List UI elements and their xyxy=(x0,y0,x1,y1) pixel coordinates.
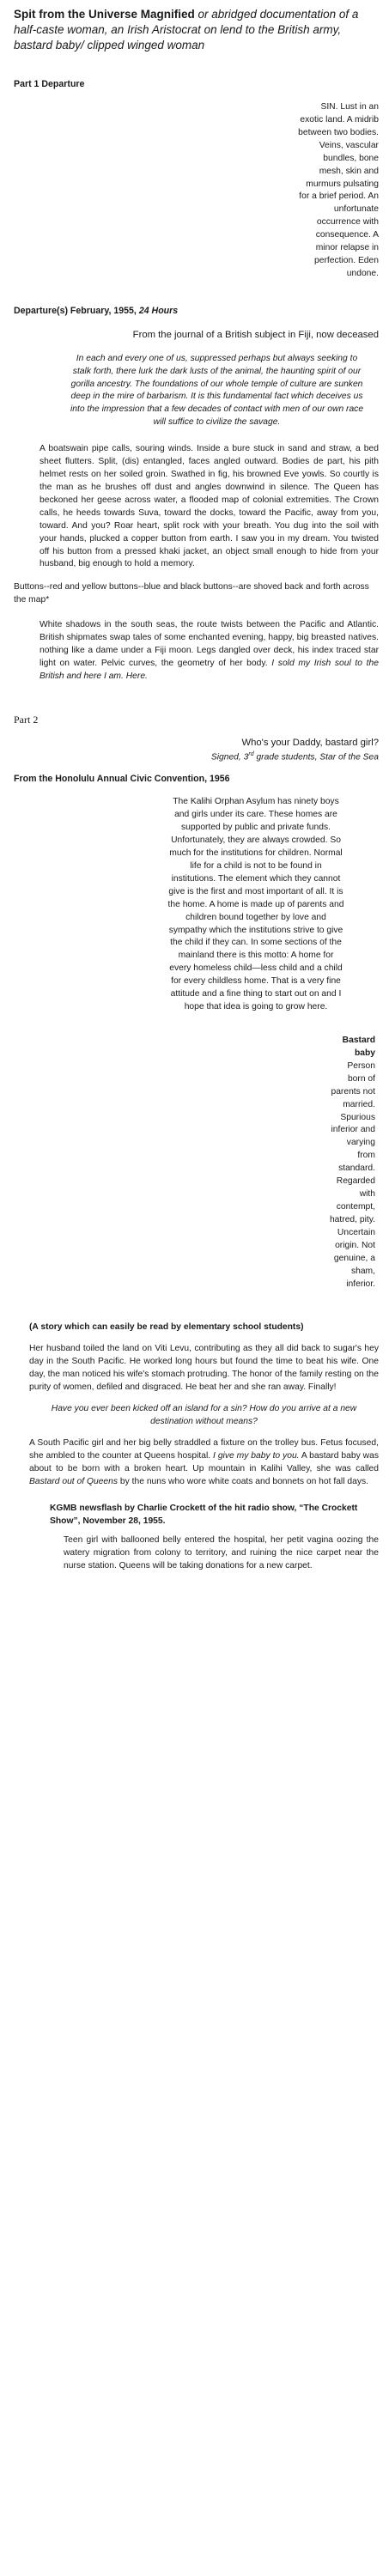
sin-paragraph: SIN. Lust in an exotic land. A midrib between two bodies. Veins, vascular bundles, bone mesh, skin and murmurs pulsating for a brief period. An unfortunate occurrence with consequence. A minor relapse in perfection. Eden undone. xyxy=(298,102,379,278)
story-p2-a: A South Pacific girl and her big belly straddled a fixture on the trolley bus. Fetus focused, she ambled to the counter at Queens hospital. xyxy=(29,1437,379,1461)
signed-line xyxy=(14,750,379,764)
story-p2-italic-1: I give my baby to you. xyxy=(213,1450,300,1461)
title-bold: Spit from the Universe Magnified xyxy=(14,8,195,21)
honolulu-heading: From the Honolulu Annual Civic Convention, 1956 xyxy=(14,773,230,784)
white-shadows-italic: I sold my Irish soul to the British and here I am. Here. xyxy=(40,659,379,681)
daddy-question: Who's your Daddy, bastard girl? xyxy=(241,738,379,749)
story-heading: (A story which can easily be read by elementary school students) xyxy=(29,1322,304,1333)
bastard-definition-head: Bastard baby xyxy=(342,1036,375,1058)
signed-text-b: grade students, Star of the Sea xyxy=(253,752,379,762)
story-question: Have you ever been kicked off an island for a sin? How do you arrive at a new destination without means? xyxy=(51,1404,357,1426)
kgmb-paragraph: Teen girl with ballooned belly entered the hospital, her petit vagina oozing the watery migration from colony to territory, and ruining the nice carpet near the nurse station. Queens will be taking donations for a new carpet. xyxy=(64,1535,379,1571)
boatswain-paragraph: A boatswain pipe calls, souring winds. Inside a bure stuck in sand and straw, a bed sheet flutters. Split, (dis) entangled, faces angled outward. Bodies de part, his pith helmet rests on her soiled groin. Swathed in fig, his browned Eve yowls. So courtly is the man as he brushes off dust and angles downwind in silence. The Queen has beckoned her geese across water, a flooded map of colonial extremities. The Crown calls, he heeds towards Suva, toward the docks, toward the Pacific, away from you, toward. And you? Roar heart, split rock with your breath. You dug into the soil with your hands, plucked a copper button from earth. I saw you in my dream. You twisted off his button from a pressed khaki jacket, an object small enough to hide from your husband, big enough to hold a memory. xyxy=(40,444,379,569)
story-paragraph-1: Her husband toiled the land on Viti Levu, contributing as they all did back to sugar's hey day in the South Pacific. He worked long hours but found the time to beat his wife. One day, the man noticed his wife's stomach protruding. The honor of the family resting on the purity of women, defiled and disgraced. He beat her and she ran away. Finally! xyxy=(29,1344,379,1393)
part1-heading: Part 1 Departure xyxy=(14,78,85,89)
white-shadows-text: White shadows in the south seas, the route twists between the Pacific and Atlantic. British shipmates swap tales of some enchanted evening, happy, big breasted natives. nothing like a dame under a Fiji moon. Legs dangled over deck, his index traced star light on water. Pelvic curves, the geometry of her body. xyxy=(40,620,379,669)
departure-heading-text: Departure(s) February, 1955, xyxy=(14,305,137,316)
bastard-definition xyxy=(329,1035,375,1291)
page-title xyxy=(14,7,379,54)
departure-heading-italic: 24 Hours xyxy=(136,305,179,316)
kgmb-heading: KGMB newsflash by Charlie Crockett of the hit radio show, “The Crockett Show”, November 28, 1955. xyxy=(50,1503,358,1526)
departure-heading xyxy=(14,305,379,318)
barbarism-quote: In each and every one of us, suppressed perhaps but always seeking to stalk forth, there lurk the dark lusts of the animal, the haunting spirit of our gorilla ancestry. The foundations of our whole temple of culture are sunken deep in the mire of barbarism. It is this fundamental fact which deceives us into the impression that a few decades of contact with men of our own race will suffice to civilize the savage. xyxy=(70,353,364,428)
story-p2-italic-2: Bastard out of Queens xyxy=(29,1476,119,1486)
signed-text-a: Signed, 3 xyxy=(210,752,249,762)
story-p2-c: by the nuns who wore white coats and bonnets on hot fall days. xyxy=(118,1476,368,1486)
journal-line: From the journal of a British subject in Fiji, now deceased xyxy=(132,330,379,341)
buttons-paragraph: Buttons--red and yellow buttons--blue and black buttons--are shoved back and forth across the map* xyxy=(14,582,369,605)
white-shadows-paragraph xyxy=(40,619,379,683)
story-paragraph-2 xyxy=(29,1437,379,1489)
title-subtitle: or abridged documentation of a half-caste woman, an Irish Aristocrat on lend to the British army, bastard baby/ clipped winged woman xyxy=(14,8,359,52)
signed-superscript: rd xyxy=(248,750,254,757)
orphan-asylum-paragraph: The Kalihi Orphan Asylum has ninety boys and girls under its care. These homes are supported by public and private funds. Unfortunately, they are always crowded. So much for the institutions for children. Normal life for a child is not to be found in institutions. The element which they cannot give is the first and most important of all. It is the home. A home is made up of parents and children bound together by love and sympathy which the institutions strive to give the child if they can. In some sections of the mainland there is this motto: A home for every homeless child—less child and a child for every childless home. That is a very fine attitude and a fine thing to start out on and I hope that idea is going to grow here. xyxy=(167,797,344,1012)
part2-heading: Part 2 xyxy=(14,713,39,726)
story-p2-b: A bastard baby was about to be born with a broken heart. Up mountain in Kalihi Valley, she was called xyxy=(29,1450,379,1473)
bastard-definition-body: Person born of parents not married. Spurious inferior and varying from standard. Regarded with contempt, hatred, pity. Uncertain origin. Not genuine, a sham, inferior. xyxy=(329,1060,375,1289)
